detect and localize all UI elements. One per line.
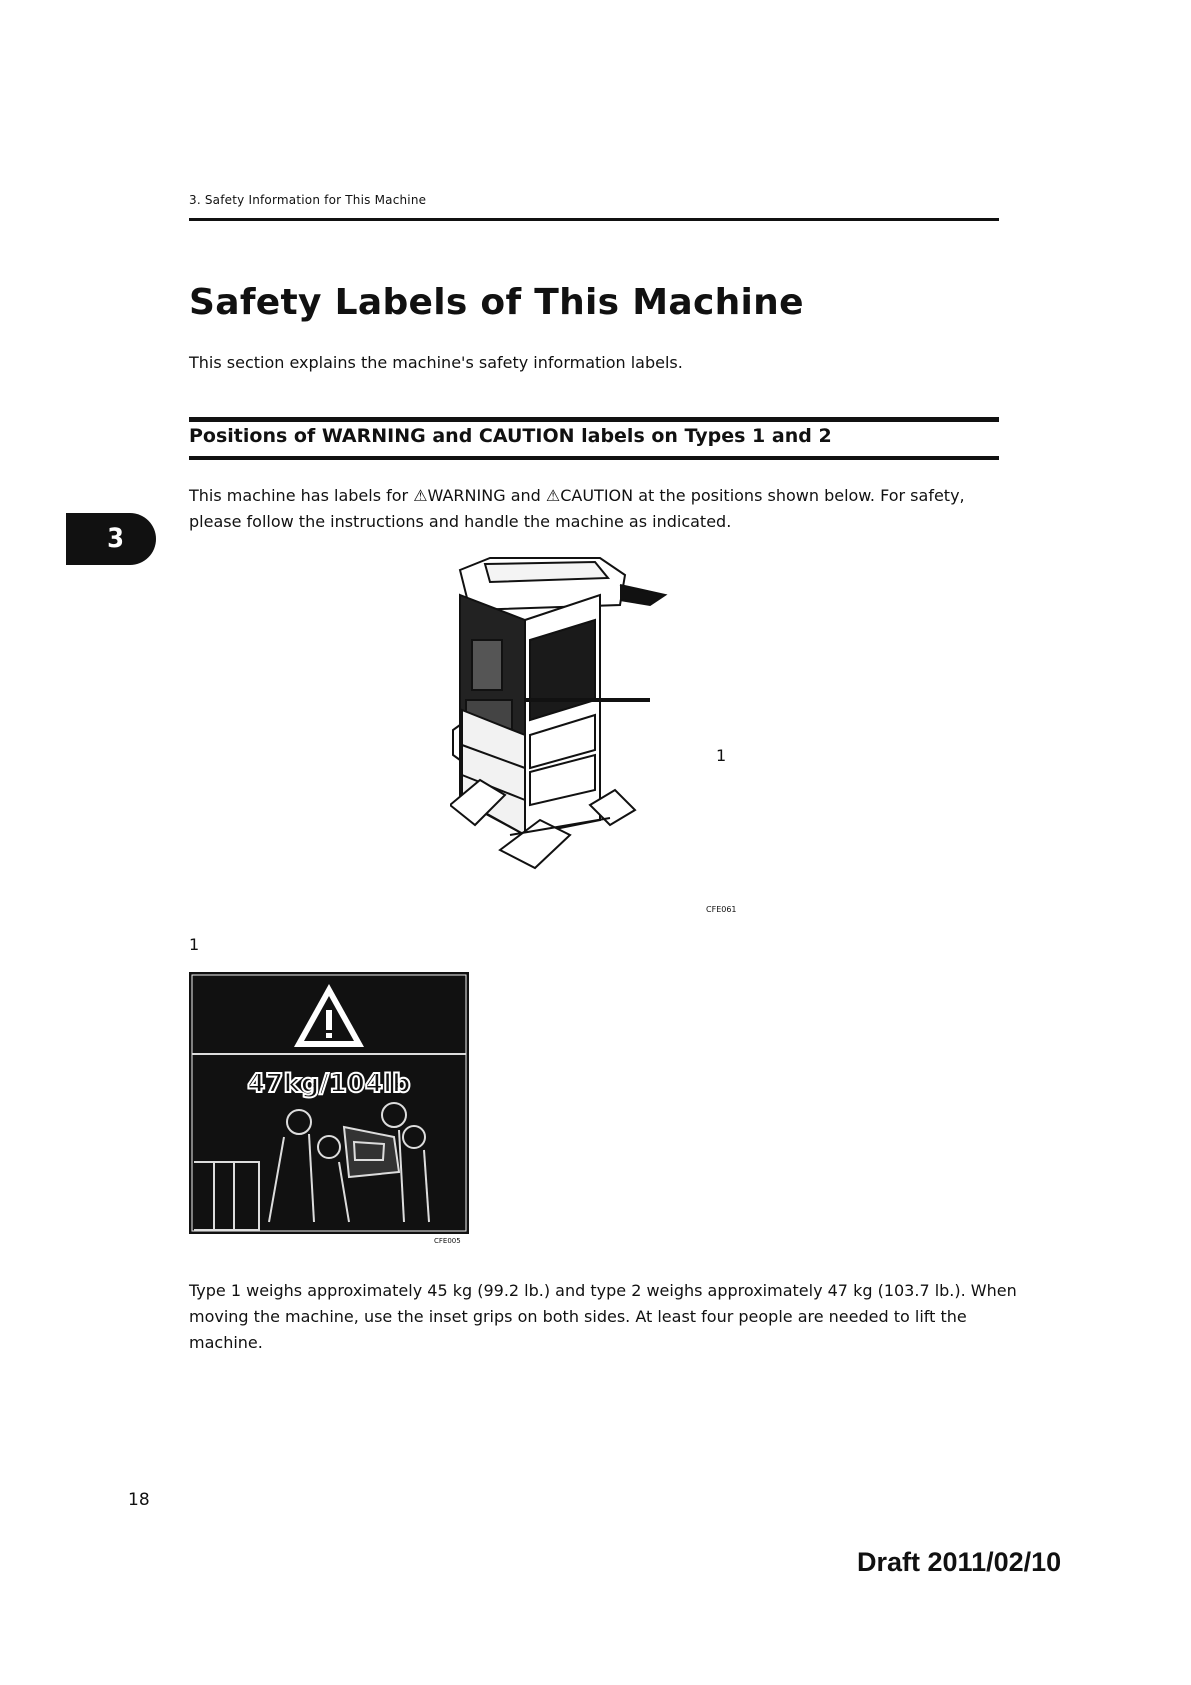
label-item-number: 1 bbox=[189, 935, 200, 954]
label-code: CFE005 bbox=[434, 1237, 461, 1245]
closing-paragraph: Type 1 weighs approximately 45 kg (99.2 lb.) and type 2 weighs approximately 47 kg (103.7 lb.). When moving the machine, use the inset grips on both sides. At least four people are needed to lift the machine. bbox=[189, 1281, 1017, 1352]
machine-illustration bbox=[450, 550, 690, 905]
callout-number: 1 bbox=[716, 746, 727, 765]
header-rule bbox=[189, 218, 999, 221]
weight-warning-label bbox=[189, 972, 469, 1234]
section-rule-bottom bbox=[189, 456, 999, 460]
draft-stamp: Draft 2011/02/10 bbox=[857, 1547, 1062, 1577]
intro-text: This section explains the machine's safety information labels. bbox=[189, 353, 683, 372]
chapter-tab bbox=[66, 513, 156, 565]
section-body: This machine has labels for ⚠WARNING and ⚠CAUTION at the positions shown below. For safety, please follow the instructions and handle the machine as indicated. bbox=[189, 486, 965, 531]
page-title: Safety Labels of This Machine bbox=[189, 282, 804, 323]
page-number: 18 bbox=[128, 1490, 150, 1510]
running-header: 3. Safety Information for This Machine bbox=[189, 193, 427, 207]
label-weight-text: 47kg/104lb bbox=[247, 1069, 411, 1099]
chapter-tab-number: 3 bbox=[107, 523, 124, 554]
section-heading: Positions of WARNING and CAUTION labels on Types 1 and 2 bbox=[189, 425, 832, 447]
section-rule-top bbox=[189, 417, 999, 422]
figure-code: CFE061 bbox=[706, 905, 737, 914]
